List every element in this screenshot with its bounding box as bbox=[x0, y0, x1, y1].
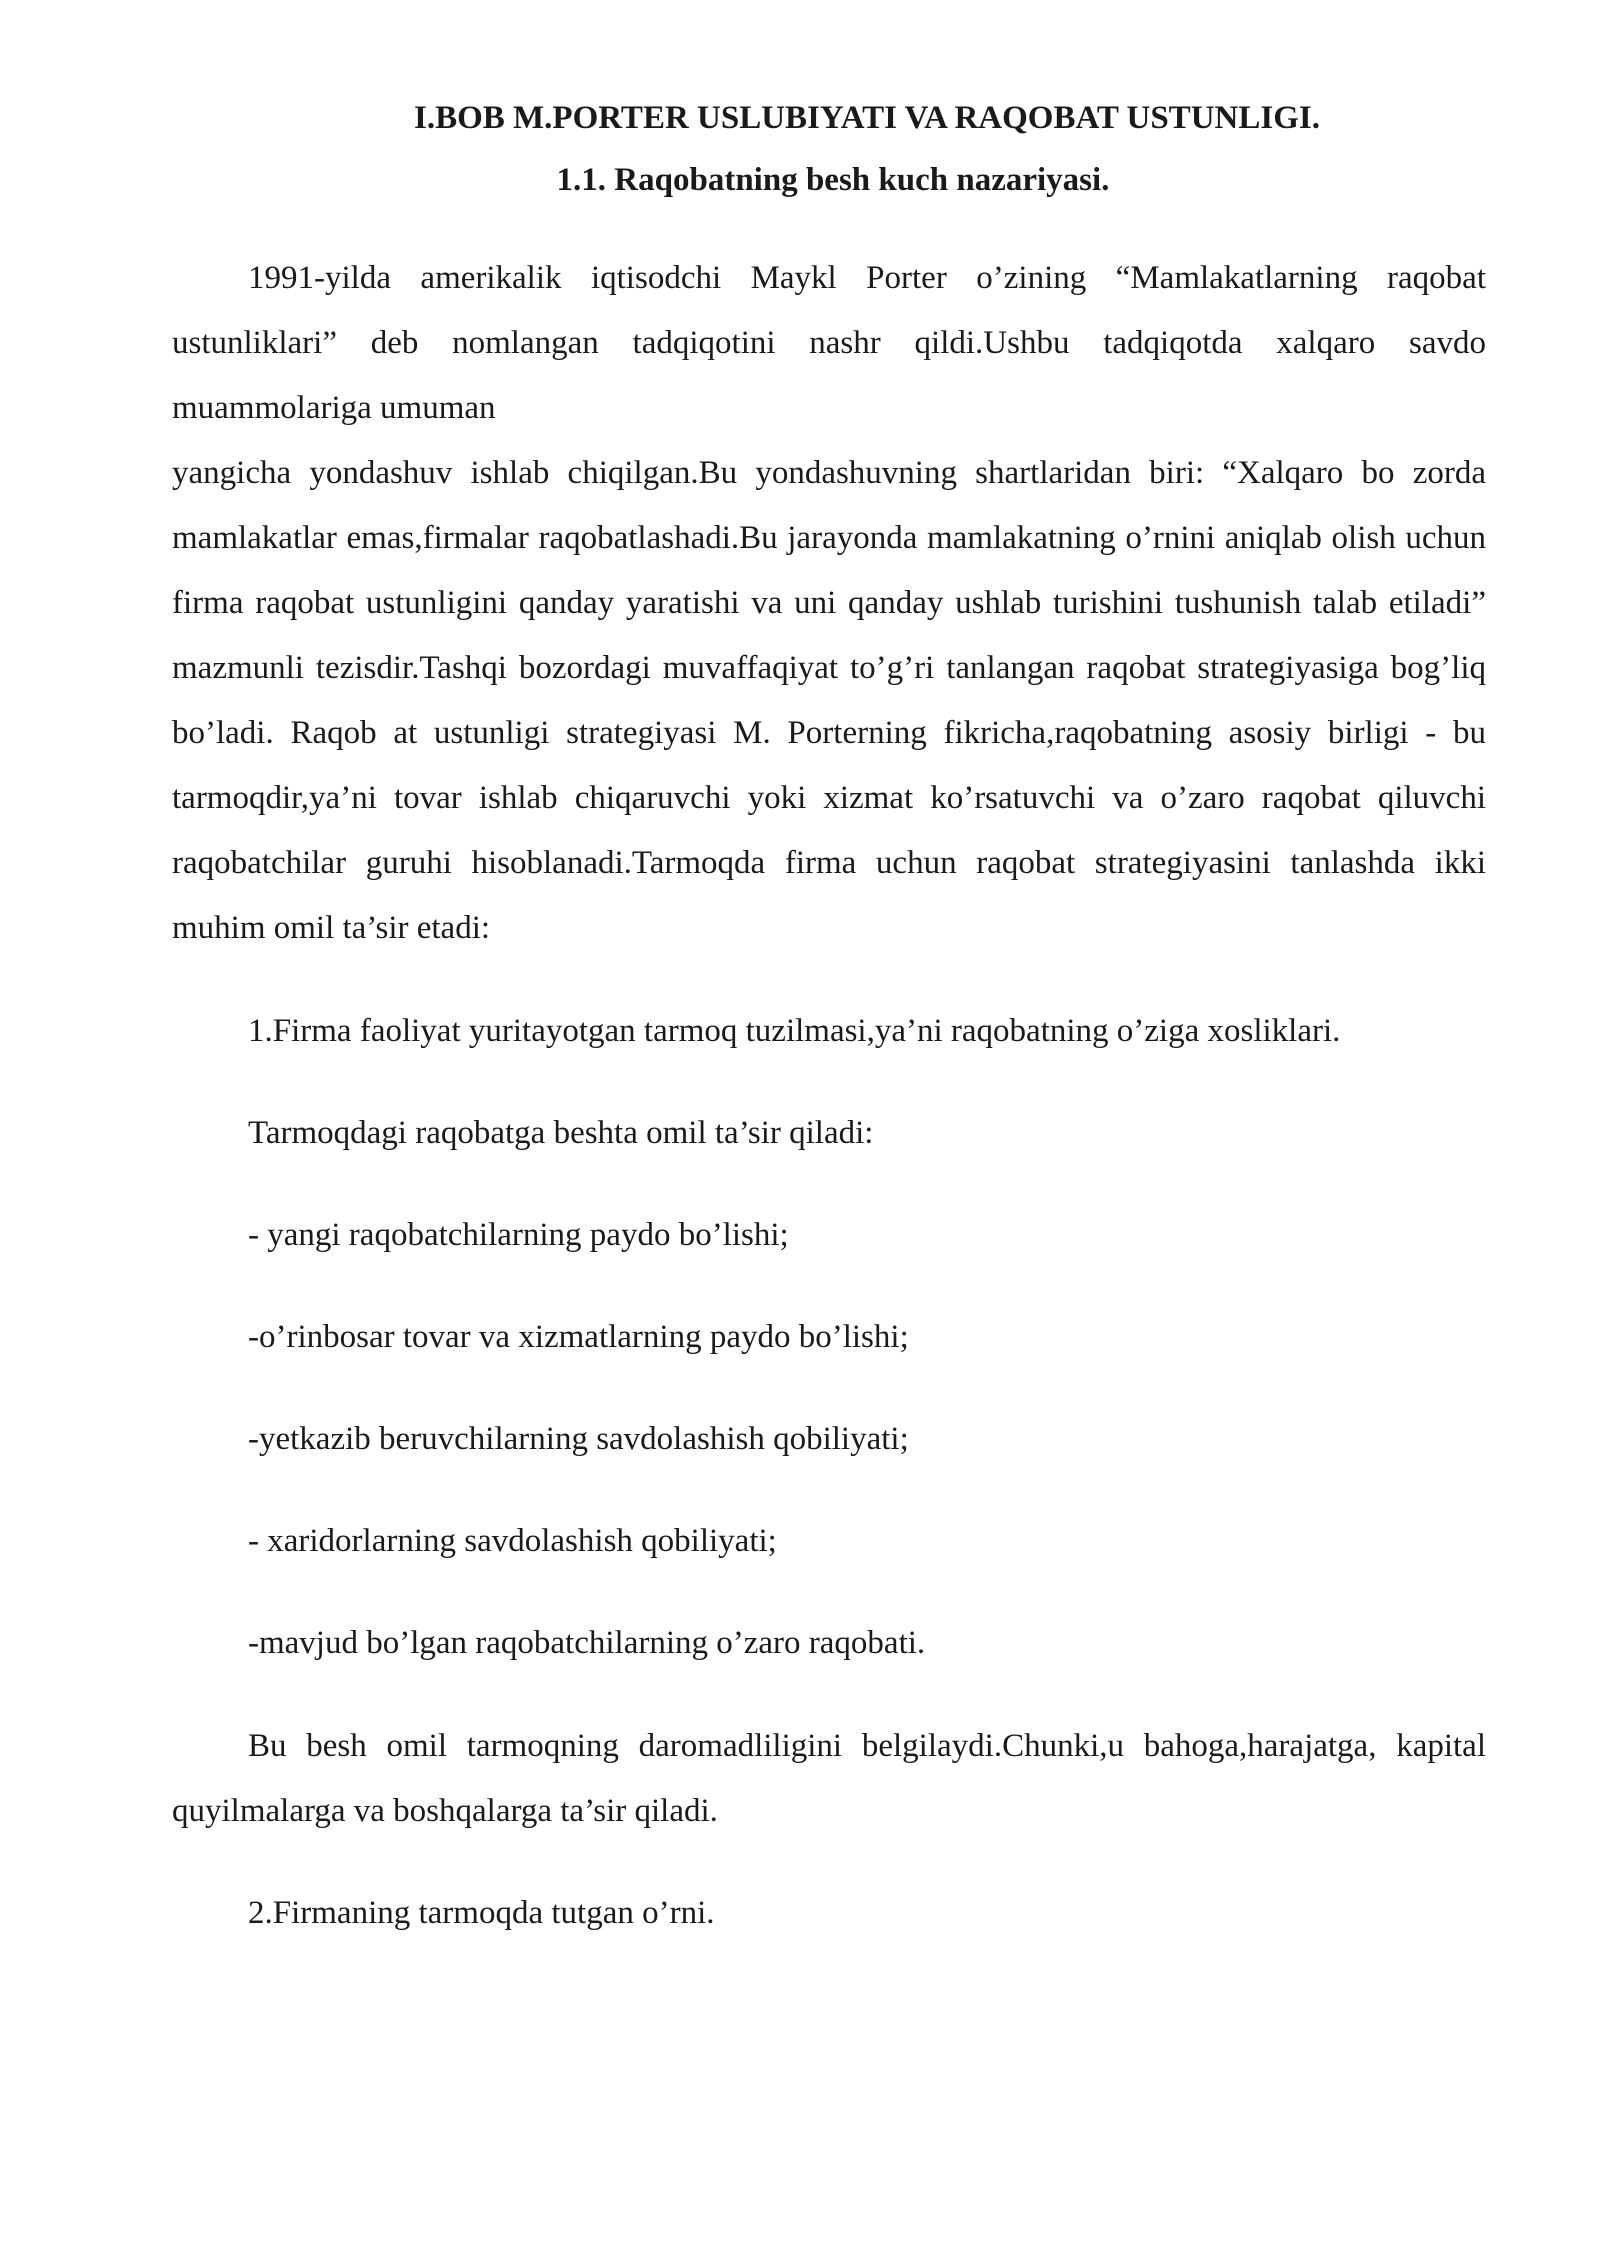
factor-two-paragraph: 2.Firmaning tarmoqda tutgan o’rni. bbox=[248, 1895, 715, 1931]
document-content bbox=[172, 92, 1486, 1946]
section-title: 1.1. Raqobatning besh kuch nazariyasi. bbox=[556, 162, 1110, 198]
force-item-buyer-power: - xaridorlarning savdolashish qobiliyati; bbox=[248, 1523, 777, 1559]
force-item-new-entrants: - yangi raqobatchilarning paydo bo’lishi; bbox=[248, 1217, 789, 1253]
intro-paragraph-part2: yangicha yondashuv ishlab chiqilgan.Bu yondashuvning shartlaridan biri: “Xalqaro bo zorda mamlakatlar emas,firmalar raqobatlashadi.Bu jarayonda mamlakatning o’rnini aniqlab olish uchun firma raqobat ustunligini qanday yaratishi va uni qanday ushlab turishini tushunish talab etiladi” mazmunli tezisdir.Tashqi bozordagi muvaffaqiyat to’g’ri tanlangan raqobat strategiyasiga bog’liq bo’ladi. Raqob at ustunligi strategiyasi M. Porterning fikricha,raqobatning asosiy birligi - bu tarmoqdir,ya’ni tovar ishlab chiqaruvchi yoki xizmat ko’rsatuvchi va o’zaro raqobat qiluvchi raqobatchilar guruhi hisoblanadi.Tarmoqda firma uchun raqobat strategiyasini tanlashda ikki muhim omil ta’sir etadi: bbox=[172, 455, 1486, 946]
force-item-substitutes: -o’rinbosar tovar va xizmatlarning paydo bo’lishi; bbox=[248, 1319, 909, 1355]
five-forces-intro: Tarmoqdagi raqobatga beshta omil ta’sir qiladi: bbox=[248, 1115, 874, 1151]
chapter-title: I.BOB M.PORTER USLUBIYATI VA RAQOBAT USTUNLIGI. bbox=[414, 100, 1320, 136]
factor-one-paragraph: 1.Firma faoliyat yuritayotgan tarmoq tuzilmasi,ya’ni raqobatning o’ziga xosliklari. bbox=[248, 1013, 1341, 1049]
force-item-supplier-power: -yetkazib beruvchilarning savdolashish qobiliyati; bbox=[248, 1421, 909, 1457]
intro-paragraph-part1: 1991-yilda amerikalik iqtisodchi Maykl Porter o’zining “Mamlakatlarning raqobat ustunliklari” deb nomlangan tadqiqotini nashr qildi.Ushbu tadqiqotda xalqaro savdo muammolariga umuman bbox=[172, 260, 1486, 426]
summary-paragraph: Bu besh omil tarmoqning daromadliligini belgilaydi.Chunki,u bahoga,harajatga, kapital quyilmalarga va boshqalarga ta’sir qiladi. bbox=[172, 1728, 1486, 1829]
force-item-rivalry: -mavjud bo’lgan raqobatchilarning o’zaro raqobati. bbox=[248, 1625, 926, 1661]
